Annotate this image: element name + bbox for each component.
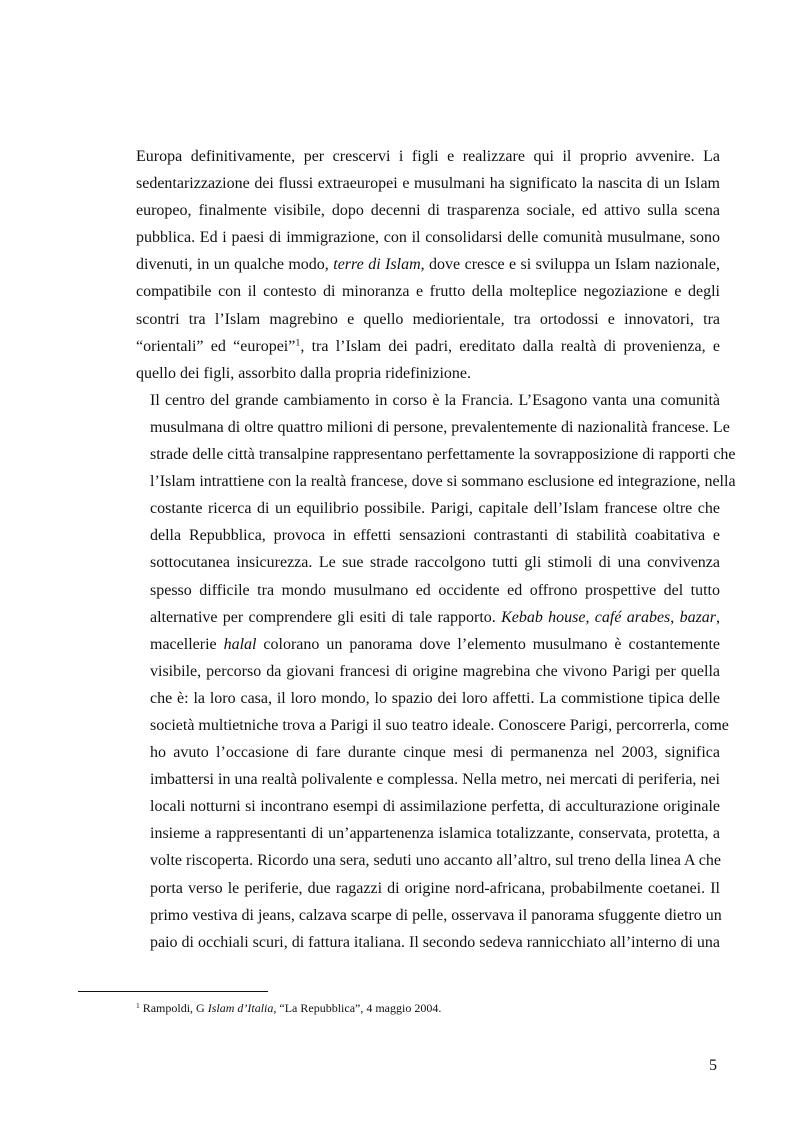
text-run: l’Islam intrattiene con la realtà francese, dove si sommano esclusione ed integrazione, nella	[150, 473, 736, 491]
text-run: spesso difficile tra mondo musulmano ed occidente ed offrono prospettive del tutto	[150, 581, 720, 599]
text-line	[136, 333, 720, 360]
text-line	[136, 414, 730, 441]
text-run: locali notturni si incontrano esempi di assimilazione perfetta, di acculturazione originale	[150, 798, 720, 816]
text-line	[136, 387, 720, 414]
text-line	[136, 522, 720, 549]
text-run: porta verso le periferie, due ragazzi di origine nord-africana, probabilmente coetanei. Il	[150, 879, 720, 897]
text-line	[136, 495, 720, 522]
paragraph	[136, 387, 736, 956]
text-run: musulmana di oltre quattro milioni di persone, prevalentemente di nazionalità francese. Le	[150, 418, 730, 436]
text-run: “orientali” ed “europei”	[136, 337, 296, 355]
text-line	[136, 306, 720, 333]
text-run: paio di occhiali scuri, di fattura italiana. Il secondo sedeva rannicchiato all’interno di una	[150, 933, 721, 951]
italic-run: café arabes	[594, 608, 671, 626]
text-run: quello dei figli, assorbito dalla propria ridefinizione.	[136, 364, 472, 382]
text-line	[136, 739, 720, 766]
text-line	[136, 793, 720, 820]
text-run: “La Repubblica”, 4 maggio 2004.	[276, 1001, 442, 1015]
italic-run: Islam d’Italia,	[207, 1001, 277, 1015]
text-line	[136, 631, 720, 658]
footnote-number: 1	[136, 1000, 140, 1010]
text-run: che è: la loro casa, il loro mondo, lo spazio dei loro affetti. La commistione tipica delle	[150, 689, 720, 707]
text-run: primo vestiva di jeans, calzava scarpe di pelle, osservava il panorama sfuggente dietro un	[150, 906, 722, 924]
text-run: europeo, finalmente visibile, dopo decenni di trasparenza sociale, ed attivo sulla scena	[136, 202, 720, 220]
text-run: Europa definitivamente, per crescervi i figli e realizzare qui il proprio avvenire. La	[136, 148, 720, 165]
text-line	[136, 468, 736, 495]
text-line	[136, 766, 720, 793]
text-run: volte riscoperta. Ricordo una sera, seduti uno accanto all’altro, sul treno della linea A che	[150, 852, 721, 870]
text-run: ,	[670, 608, 680, 626]
text-run: ,	[585, 608, 595, 626]
text-line	[136, 929, 720, 956]
page-number: 5	[709, 1057, 717, 1074]
text-line	[136, 875, 720, 902]
text-line	[136, 658, 720, 685]
text-line	[136, 197, 720, 224]
text-run: insieme a rappresentanti di un’appartenenza islamica totalizzante, conservata, protetta, a	[150, 825, 720, 843]
text-run: scontri tra l’Islam magrebino e quello mediorientale, tra ortodossi e innovatori, tra	[136, 310, 720, 328]
text-line	[136, 712, 729, 739]
text-line	[136, 441, 736, 468]
text-run: alternative per comprendere gli esiti di tale rapporto.	[150, 608, 502, 626]
text-line	[136, 604, 720, 631]
text-line	[136, 170, 720, 197]
text-run: società multietniche trova a Parigi il suo teatro ideale. Conoscere Parigi, percorrerla, come	[150, 716, 729, 734]
text-line	[136, 577, 720, 604]
text-line	[136, 847, 720, 874]
text-run: strade delle città transalpine rappresentano perfettamente la sovrapposizione di rapporti che	[150, 446, 736, 464]
text-run: sedentarizzazione dei flussi extraeuropei e musulmani ha significato la nascita di un Islam	[136, 175, 720, 193]
italic-run: halal	[223, 635, 257, 653]
text-line	[136, 360, 720, 387]
footnote	[136, 1001, 441, 1016]
text-run: ,	[716, 608, 721, 626]
text-line	[136, 251, 720, 278]
text-run: divenuti, in un qualche modo,	[136, 256, 334, 274]
italic-run: bazar	[679, 608, 717, 626]
text-run: ho avuto l’occasione di fare durante cinque mesi di permanenza nel 2003, significa	[150, 744, 720, 762]
text-run: imbattersi in una realtà polivalente e complessa. Nella metro, nei mercati di periferia, nei	[150, 771, 720, 789]
footnote-marker: 1	[295, 337, 301, 349]
text-run: , dove cresce e si sviluppa un Islam nazionale,	[420, 256, 720, 274]
footnote-separator	[78, 991, 268, 992]
text-run: visibile, percorso da giovani francesi di origine magrebina che vivono Parigi per quella	[150, 662, 720, 680]
italic-run: Kebab house	[501, 608, 586, 626]
text-run: della Repubblica, provoca in effetti sensazioni contrastanti di stabilità coabitativa e	[150, 527, 720, 545]
text-line	[136, 278, 720, 305]
text-line	[136, 143, 720, 170]
body-text	[136, 143, 736, 956]
text-run: costante ricerca di un equilibrio possibile. Parigi, capitale dell’Islam francese oltre che	[150, 500, 720, 518]
text-run: Il centro del grande cambiamento in corso è la Francia. L’Esagono vanta una comunità	[150, 391, 720, 409]
text-run: Rampoldi, G	[142, 1001, 208, 1015]
text-run: sottocutanea insicurezza. Le sue strade raccolgono tutti gli stimoli di una convivenza	[150, 554, 720, 572]
text-line	[136, 685, 720, 712]
paragraph	[136, 143, 720, 387]
italic-run: terre di Islam	[333, 256, 421, 274]
text-line	[136, 902, 720, 929]
text-run: pubblica. Ed i paesi di immigrazione, con il consolidarsi delle comunità musulmane, sono	[136, 229, 720, 247]
text-run: compatibile con il contesto di minoranza e frutto della molteplice negoziazione e degli	[136, 283, 720, 301]
text-line	[136, 549, 720, 576]
text-run: macellerie	[150, 635, 224, 653]
text-line	[136, 820, 720, 847]
text-run: , tra l’Islam dei padri, ereditato dalla realtà di provenienza, e	[300, 337, 721, 355]
text-run: colorano un panorama dove l’elemento musulmano è costantemente	[256, 635, 720, 653]
text-line	[136, 224, 720, 251]
